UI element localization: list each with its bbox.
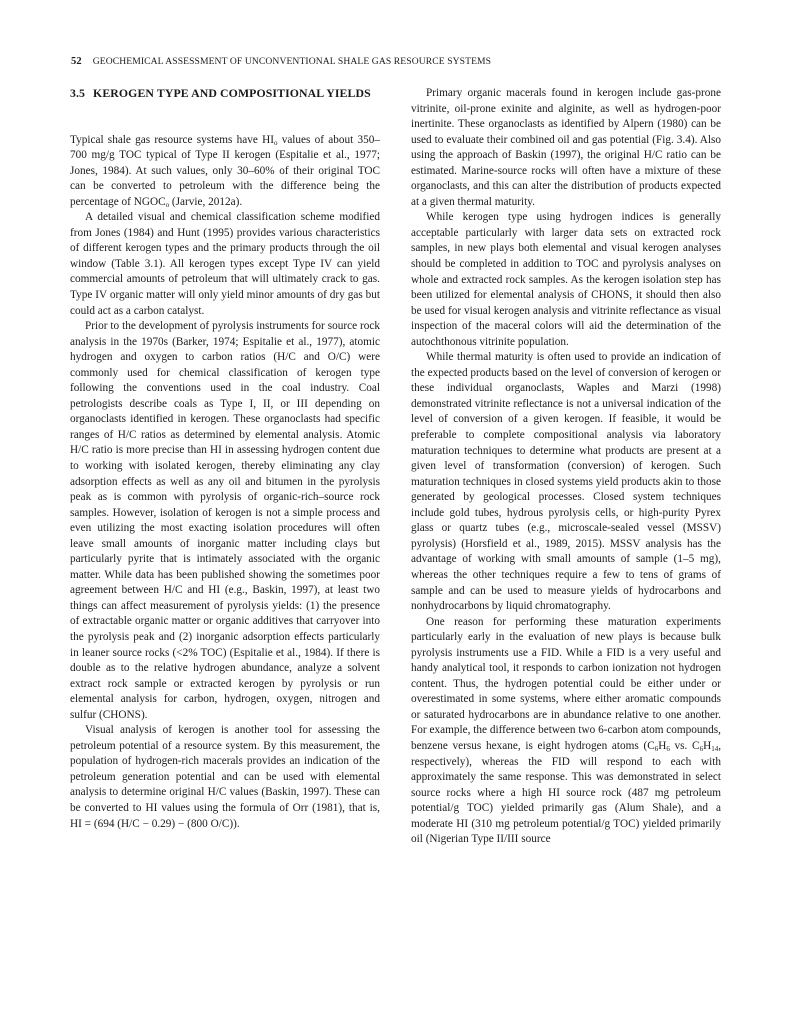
paragraph	[411, 615, 721, 848]
subscript: 14	[711, 744, 719, 753]
text-run: H	[703, 739, 712, 752]
paragraph: Prior to the development of pyrolysis instruments for source rock analysis in the 1970s (Barker, 1974; Espitalie et al., 1977), atomic hydrogen and oxygen to carbon ratios (H/C and O/C) were commonly used for chemical classification of kerogen type following the conventions used in the coal industry. Coal petrologists describe coals as Type I, II, or III depending on organoclasts identified in kerogen. These organoclasts had specific ranges of H/C ratios as determined by elemental analysis. Atomic H/C ratio is more precise than HI in assessing hydrogen content due to working with isolated kerogen, thereby eliminating any clay adsorption effects as well as any oil and bitumen in the pyrolysis peak as is common with pyrolysis of organic-rich–source rock samples. However, isolation of kerogen is not a simple process and even utilizing the most exacting isolation procedures will often leave small amounts of inorganic matter including clays but particularly pyrite that is intimately associated with the organic matter. While data has been published showing the sometimes poor agreement between H/C and HI (e.g., Baskin, 1997), at least two things can affect measurement of pyrolysis yields: (1) the presence of extractable organic matter or organic additives that carryover into the pyrolysis peak and (2) inorganic adsorption effects particularly in leaner source rocks (<2% TOC) (Espitalie et al., 1984). If there is double as to the relative hydrogen abundance, analyze a solvent extract rock sample or extracted kerogen by pyrolysis or run elemental analysis for carbon, hydrogen, oxygen, nitrogen and sulfur (CHONS).	[70, 320, 380, 721]
subscript: 6	[654, 744, 659, 753]
section-number: 3.5	[70, 86, 86, 100]
running-title: GEOCHEMICAL ASSESSMENT OF UNCONVENTIONAL SHALE GAS RESOURCE SYSTEMS	[92, 56, 492, 67]
paragraph: Visual analysis of kerogen is another tool for assessing the petroleum potential of a resource system. By this measurement, the population of hydrogen-rich macerals provides an indication of the petroleum generation potential and can be used with elemental analysis to determine original H/C values (Baskin, 1997). These can be converted to HI values using the formula of Orr (1981), that is, HI = (694 (H/C − 0.29) − (800 O/C)).	[70, 724, 380, 830]
right-column	[411, 86, 721, 848]
subscript: 6	[666, 744, 670, 753]
text-run: H	[658, 739, 667, 752]
paragraph	[70, 133, 380, 211]
subscript: o	[273, 138, 278, 147]
text-run: (Jarvie, 2012a).	[169, 195, 243, 208]
text-run: values of about 350–700 mg/g TOC typical of Type II kerogen (Espitalie et al., 1977; Jones, 1984). At such values, only 30–60% of their original TOC can be converted to petroleum with the difference being the percentage of NGOC	[70, 133, 381, 208]
text-run: vs. C	[669, 739, 700, 752]
paragraph: A detailed visual and chemical classification scheme modified from Jones (1984) and Hunt (1995) provides various characteristics of different kerogen types and the primary products through the oil window (Table 3.1). All kerogen types except Type IV can yield commercial amounts of petroleum that will ultimately crack to gas. Type IV organic matter will only yield minor amounts of dry gas but could act as a carbon catalyst.	[70, 211, 380, 317]
text-run: One reason for performing these maturation experiments particularly early in the evaluation of new plays is because bulk pyrolysis instruments use a FID. While a FID is a very useful and handy analytical tool, it responds to carbon ionization not hydrogen content. Thus, the hydrogen potential could be either under or overestimated in some systems, where either aromatic compounds or saturated hydrocarbons are in abundance relative to one another. For example, the difference between two 6-carbon atom compounds, benzene versus hexane, is eight hydrogen atoms (C	[411, 615, 721, 752]
text-run: Typical shale gas resource systems have HI	[70, 133, 274, 146]
paragraph: While kerogen type using hydrogen indices is generally acceptable particularly with larger data sets on extracted rock samples, in new plays both elemental and visual kerogen analyses should be completed in addition to TOC and pyrolysis analyses on whole and extracted rock samples. As the kerogen isolation step has been utilized for elemental analysis of CHONS, it should then also be used for visual kerogen analysis and vitrinite reflectance as visual inspection of the maceral colors will aid the determination of the autochthonous vitrinite population.	[411, 211, 721, 348]
running-head	[71, 56, 721, 67]
text-run: , respectively), whereas the FID will respond to each with approximately the same response. This was demonstrated in select source rocks where a high HI source rock (487 mg petroleum potential/g TOC) yielded primarily gas (Alum Shale), and a moderate HI (310 mg petroleum potential/g TOC) yielded primarily oil (Nigerian Type II/III source	[411, 739, 722, 846]
subscript: o	[165, 200, 170, 209]
section-title: KEROGEN TYPE AND COMPOSITIONAL YIELDS	[93, 86, 371, 100]
subscript: 6	[699, 744, 704, 753]
page-number: 52	[71, 56, 82, 67]
paragraph: While thermal maturity is often used to provide an indication of the expected products based on the level of conversion of kerogen or these individual organoclasts, Waples and Marzi (1998) demonstrated vitrinite reflectance is not a universal indication of the level of conversion of a given kerogen. If feasible, it would be preferable to complete compositional analysis via laboratory maturation techniques to determine what products are present at a given level of transformation (conversion) of kerogen. Such maturation techniques in closed systems yield products akin to those generated by geological processes. Closed system techniques include gold tubes, hydrous pyrolysis cells, or high-purity Pyrex glass or quartz tubes (e.g., microscale-sealed vessel (MSSV) pyrolysis) (Horsfield et al., 1989, 2015). MSSV analysis has the advantage of working with small amounts of sample (1–5 mg), whereas the other techniques require a few to tens of grams of sample and can be used to measure yields of hydrocarbons and nonhydrocarbons by liquid chromatography.	[411, 351, 721, 613]
paragraph: Primary organic macerals found in kerogen include gas-prone vitrinite, oil-prone exinite and alginite, as well as hydrogen-poor inertinite. These organoclasts as identified by Alpern (1980) can be used to evaluate their combined oil and gas potential (Fig. 3.4). Also using the approach of Baskin (1997), the original H/C ratio can be estimated. Marine-source rocks will often have a mixture of these organoclasts, and this can alter the distribution of products expected at a given thermal maturity.	[411, 87, 721, 208]
section-heading	[70, 86, 380, 102]
left-column	[70, 86, 380, 832]
